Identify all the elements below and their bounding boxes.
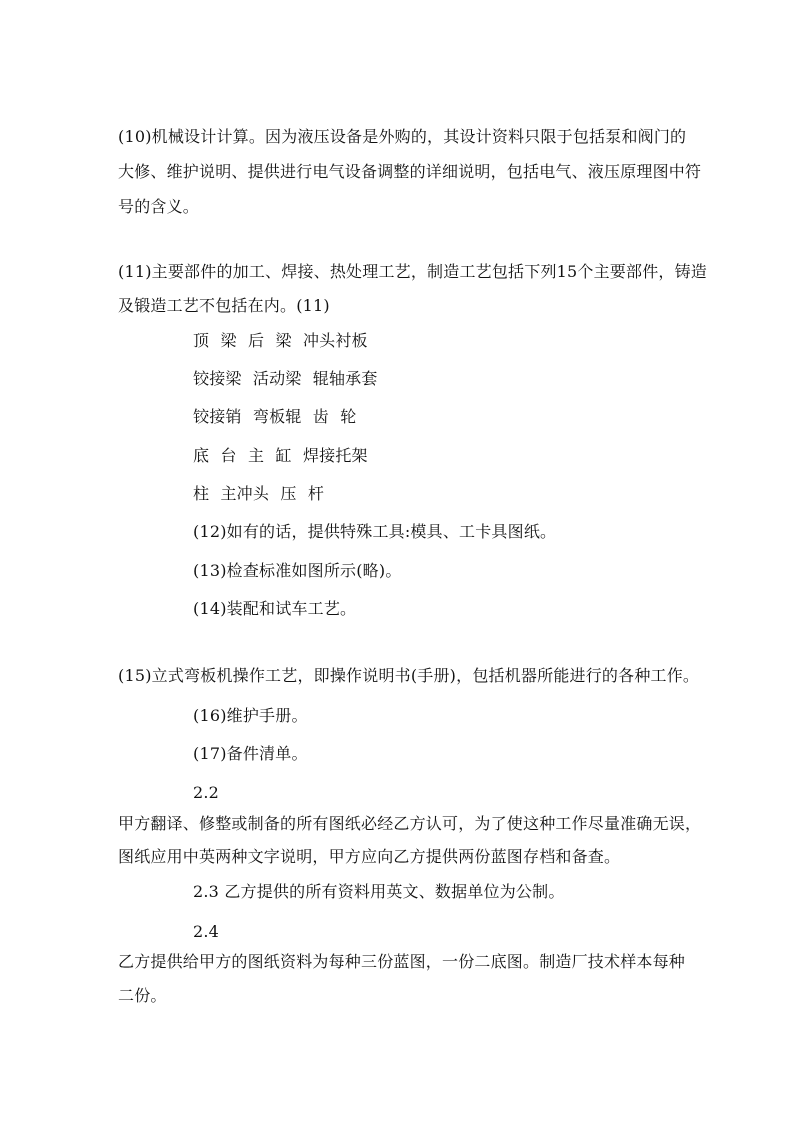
parts-list-item: 柱 主冲头 压 杆 [193, 484, 325, 503]
paragraph-13: (13)检查标准如图所示(略)。 [193, 561, 402, 580]
paragraph-11-line-2: 及锻造工艺不包括在内。(11) [118, 296, 330, 315]
section-2-2-line-2: 图纸应用中英两种文字说明，甲方应向乙方提供两份蓝图存档和备查。 [118, 847, 621, 866]
section-2-2-line-1: 甲方翻译、修整或制备的所有图纸必经乙方认可，为了使这种工作尽量准确无误， [118, 814, 702, 833]
section-2-2-number: 2.2 [193, 783, 220, 802]
paragraph-10-line-1: (10)机械设计计算。因为液压设备是外购的，其设计资料只限于包括泵和阀门的 [118, 127, 687, 146]
paragraph-17: (17)备件清单。 [193, 744, 308, 763]
section-2-3: 2.3 乙方提供的所有资料用英文、数据单位为公制。 [193, 882, 565, 901]
section-2-4-line-2: 二份。 [118, 986, 167, 1005]
parts-list-item: 底 台 主 缸 焊接托架 [193, 446, 368, 465]
paragraph-15: (15)立式弯板机操作工艺，即操作说明书(手册)，包括机器所能进行的各种工作。 [118, 666, 700, 685]
paragraph-14: (14)装配和试车工艺。 [193, 599, 357, 618]
section-2-4-line-1: 乙方提供给甲方的图纸资料为每种三份蓝图，一份二底图。制造厂技术样本每种 [118, 952, 686, 971]
paragraph-12: (12)如有的话，提供特殊工具:模具、工卡具图纸。 [193, 522, 557, 541]
paragraph-16: (16)维护手册。 [193, 706, 308, 725]
parts-list-item: 铰接梁 活动梁 辊轴承套 [193, 369, 378, 388]
parts-list-item: 顶 梁 后 梁 冲头衬板 [193, 331, 368, 350]
paragraph-11-line-1: (11)主要部件的加工、焊接、热处理工艺，制造工艺包括下列15个主要部件，铸造 [118, 262, 708, 281]
paragraph-10-line-3: 号的含义。 [118, 197, 200, 216]
parts-list-item: 铰接销 弯板辊 齿 轮 [193, 407, 357, 426]
paragraph-10-line-2: 大修、维护说明、提供进行电气设备调整的详细说明，包括电气、液压原理图中符 [118, 162, 702, 181]
section-2-4-number: 2.4 [193, 922, 220, 941]
